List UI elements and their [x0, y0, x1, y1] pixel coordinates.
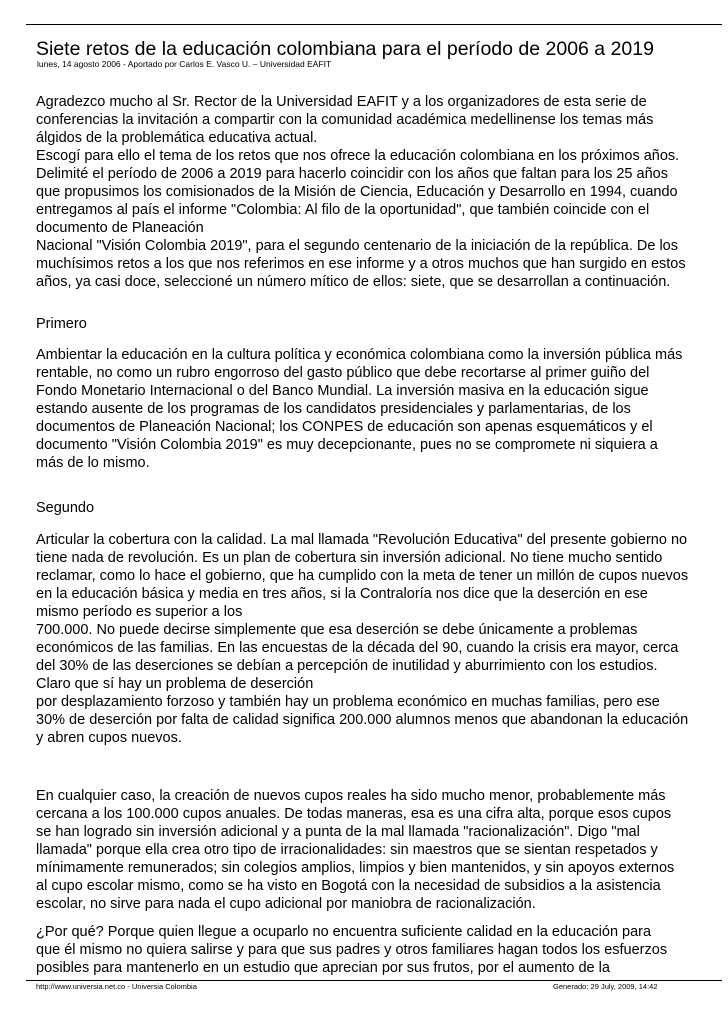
- footer-generated: Generado: 29 July, 2009, 14:42: [553, 982, 658, 991]
- cualquier-caso-paragraph: En cualquier caso, la creación de nuevos cupos reales ha sido mucho menor, probablemente más cercana a los 100.000 cupos anuales. De todas maneras, esa es una cifra alta, porque esos cupos se han logrado sin inversión adicional y a punta de la mal llamada "racionalización". Digo "mal llamada" porque ella crea otro tipo de irracionalidades: sin maestros que se sientan respetados y mínimamente remunerados; sin colegios amplios, limpios y bien mantenidos, y sin apoyos externos al cupo escolar mismo, como se ha visto en Bogotá con la necesidad de subsidios a la asistencia escolar, no sirve para nada el cupo adicional por maniobra de racionalización.: [36, 788, 675, 912]
- footer-source: http://www.universia.net.co - Universia Colombia: [36, 982, 197, 991]
- page-title: Siete retos de la educación colombiana para el período de 2006 a 2019: [36, 38, 654, 60]
- por-que-paragraph: ¿Por qué? Porque quien llegue a ocuparlo no encuentra suficiente calidad en la educación para que él mismo no quiera salirse y para que sus padres y otros familiares hagan todos los esfuerzos posibles para mantenerlo en un estudio que aprecian por sus frutos, por el aumento de la: [36, 924, 668, 976]
- segundo-paragraph: Articular la cobertura con la calidad. La mal llamada "Revolución Educativa" del presente gobierno no tiene nada de revolución. Es un plan de cobertura sin inversión adicional. No tiene mucho sentido reclamar, como lo hace el gobierno, que ha cumplido con la meta de tener un millón de cupos nuevos en la educación básica y media en tres años, si la Contraloría nos dice que la deserción en ese mismo período es superior a los 700.000. No puede decirse simplemente que esa deserción se debe únicamente a problemas económicos de las familias. En las encuestas de la década del 90, cuando la crisis era mayor, cerca del 30% de las deserciones se debían a percepción de inutilidad y aburrimiento con los estudios. Claro que sí hay un problema de deserción por desplazamiento forzoso y también hay un problema económico en muchas familias, pero ese 30% de deserción por falta de calidad significa 200.000 alumnos menos que abandonan la educación y abren cupos nuevos.: [36, 532, 689, 746]
- article-meta: lunes, 14 agosto 2006 - Aportado por Carlos E. Vasco U. – Universidad EAFIT: [37, 59, 332, 69]
- primero-paragraph: Ambientar la educación en la cultura política y económica colombiana como la inversión pública más rentable, no como un rubro engorroso del gasto público que debe recortarse al primer guiño del Fondo Monetario Internacional o del Banco Mundial. La inversión masiva en la educación sigue estando ausente de los programas de los candidatos presidenciales y parlamentarias, de los documentos de Planeación Nacional; los CONPES de educación son apenas esquemáticos y el documento "Visión Colombia 2019" es muy decepcionante, pues no se compromete ni siquiera a más de lo mismo.: [36, 347, 683, 471]
- section-heading-segundo: Segundo: [36, 500, 95, 516]
- section-heading-primero: Primero: [36, 316, 87, 332]
- bottom-rule: [26, 980, 722, 981]
- intro-paragraph: Agradezco mucho al Sr. Rector de la Universidad EAFIT y a los organizadores de esta serie de conferencias la invitación a compartir con la comunidad académica medellinense los temas más álgidos de la problemática educativa actual. Escogí para ello el tema de los retos que nos ofrece la educación colombiana en los próximos años. Delimité el período de 2006 a 2019 para hacerlo coincidir con los años que faltan para los 25 años que propusimos los comisionados de la Misión de Ciencia, Educación y Desarrollo en 1994, cuando entregamos al país el informe "Colombia: Al filo de la oportunidad", que también coincide con el documento de Planeación Nacional "Visión Colombia 2019", para el segundo centenario de la iniciación de la república. De los muchísimos retos a los que nos referimos en ese informe y a otros muchos que han surgido en estos años, ya casi doce, seleccioné un número mítico de ellos: siete, que se desarrollan a continuación.: [36, 94, 686, 290]
- top-rule: [26, 24, 722, 25]
